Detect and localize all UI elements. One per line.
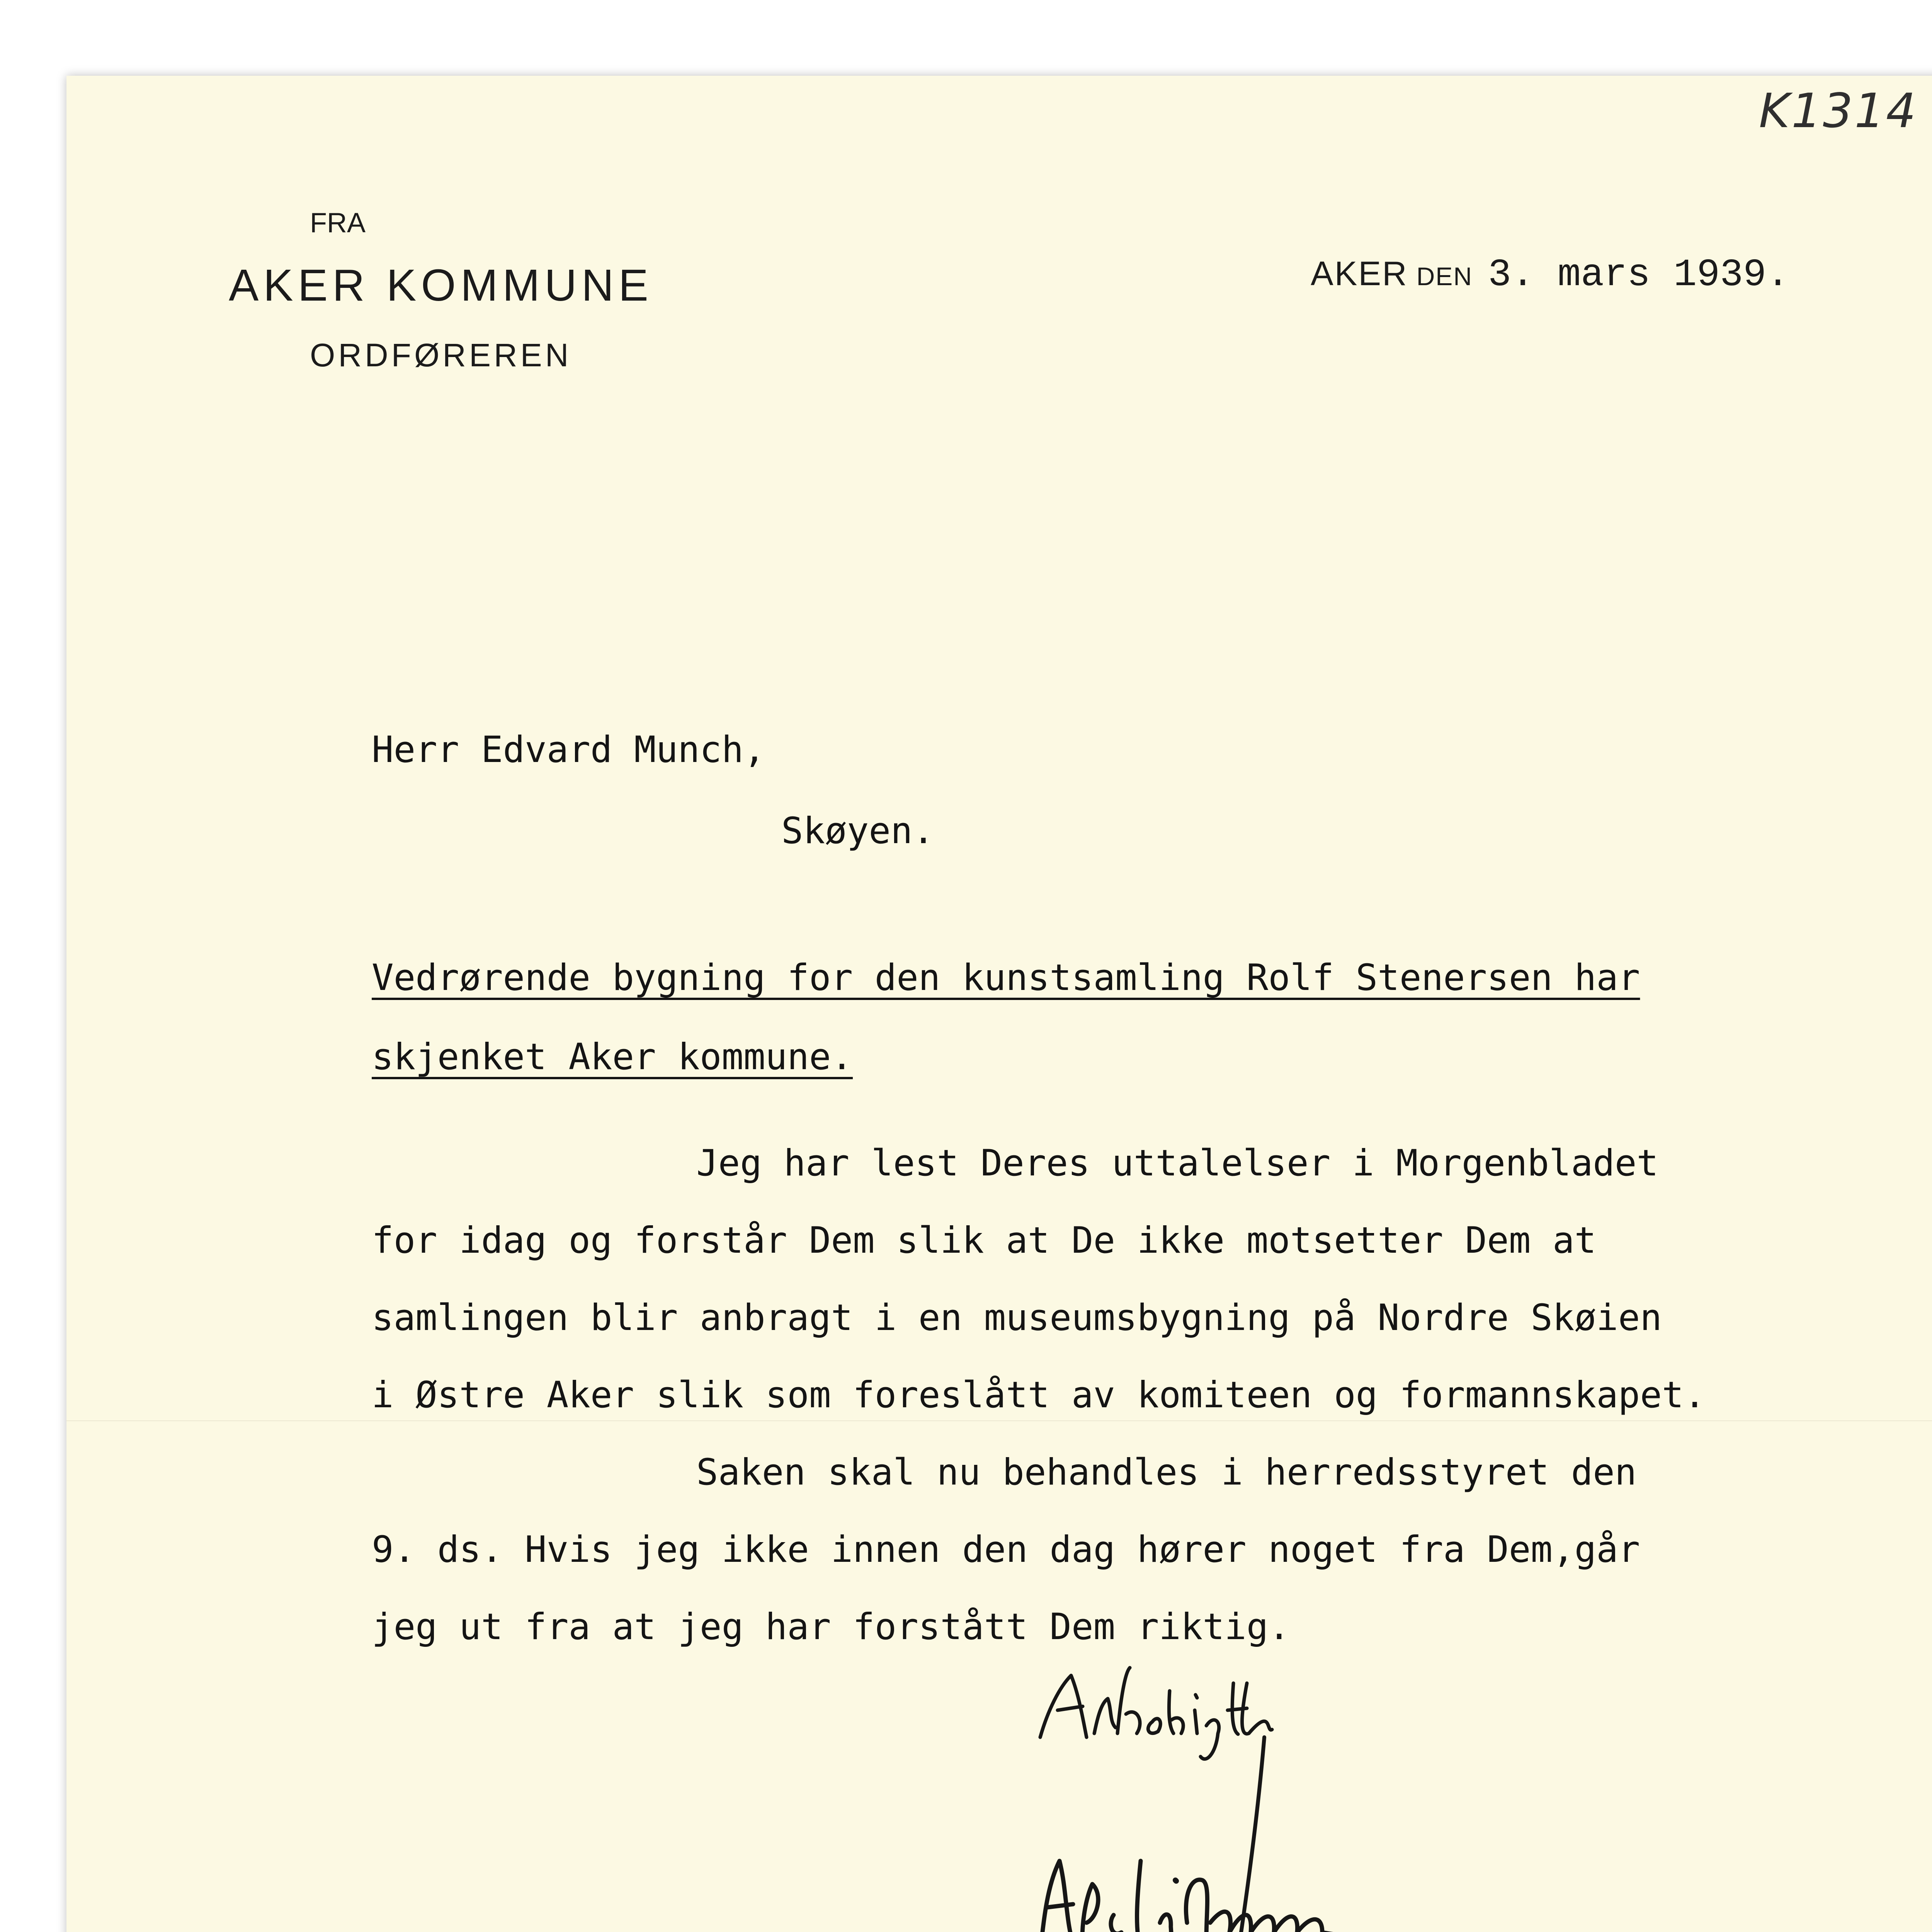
- date-den: DEN: [1416, 262, 1473, 291]
- letterhead-organization: AKER KOMMUNE: [229, 260, 653, 310]
- signature-name-stroke: [1040, 1861, 1427, 1932]
- handwritten-signature: [1025, 1645, 1662, 1932]
- body-line: i Østre Aker slik som foreslått av komiteen og formannskapet.: [372, 1374, 1706, 1416]
- body-line: samlingen blir anbragt i en museumsbygning på Nordre Skøien: [372, 1297, 1662, 1339]
- body-line: jeg ut fra at jeg har forstått Dem riktig.: [372, 1606, 1290, 1648]
- body-line: for idag og forstår Dem slik at De ikke motsetter Dem at: [372, 1219, 1597, 1262]
- signature-main-stroke: [1193, 1737, 1264, 1932]
- recipient-name: Herr Edvard Munch,: [372, 729, 765, 771]
- body-line: Jeg har lest Deres uttalelser i Morgenbladet: [696, 1142, 1659, 1184]
- archive-number: K1314: [1759, 83, 1918, 138]
- subject-line-1: Vedrørende bygning for den kunstsamling Rolf Stenersen har: [372, 957, 1640, 999]
- signature-dot: [1175, 1880, 1176, 1881]
- body-line: Saken skal nu behandles i herredsstyret den: [696, 1451, 1637, 1493]
- closing-ærbødigst-stroke: [1040, 1668, 1272, 1759]
- dateline: [1311, 253, 1789, 297]
- paper-fold-line: [66, 1420, 1932, 1421]
- date-place: AKER: [1311, 254, 1408, 293]
- recipient-place: Skøyen.: [781, 810, 935, 852]
- letterhead-from: FRA: [310, 207, 366, 238]
- date-text: 3. mars 1939.: [1488, 253, 1790, 297]
- body-line: 9. ds. Hvis jeg ikke innen den dag hører noget fra Dem,går: [372, 1529, 1640, 1571]
- subject-line-2: skjenket Aker kommune.: [372, 1036, 853, 1078]
- letter-paper: [66, 76, 1932, 1932]
- letterhead-office: ORDFØREREN: [310, 337, 572, 373]
